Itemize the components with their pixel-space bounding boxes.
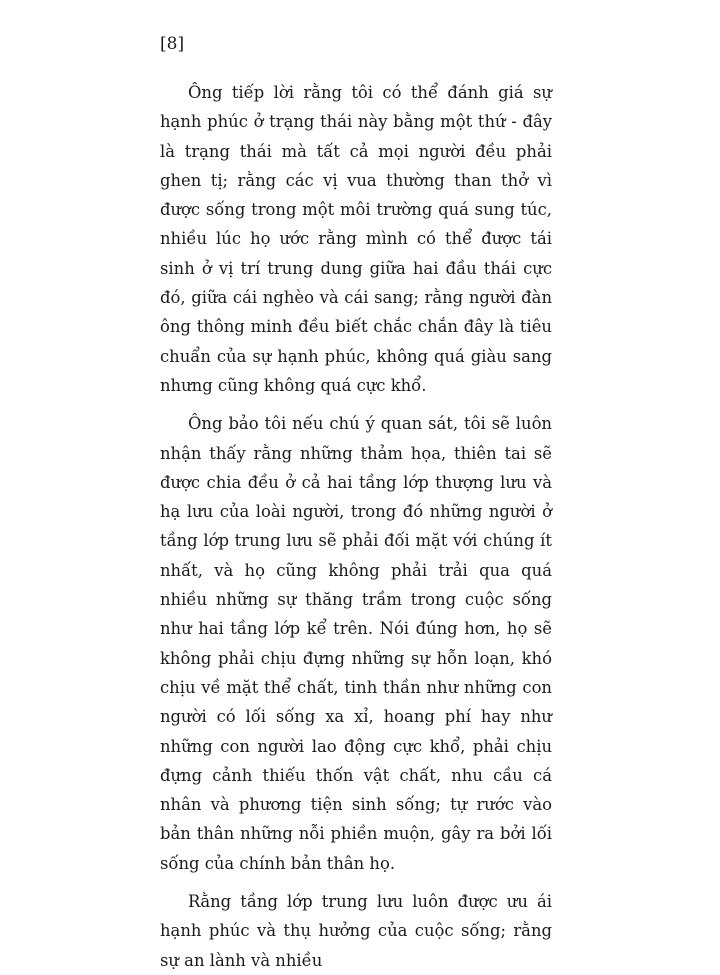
page-text xyxy=(160,78,552,975)
paragraph-1: Ông tiếp lời rằng tôi có thể đánh giá sự hạnh phúc ở trạng thái này bằng một thứ - đây là trạng thái mà tất cả mọi người đều phải ghen tị; rằng các vị vua thường than thở vì được sống trong một môi trường quá sung túc, nhiều lúc họ ước rằng mình có thể được tái sinh ở vị trí trung dung giữa hai đầu thái cực đó, giữa cái nghèo và cái sang; rằng người đàn ông thông minh đều biết chắc chắn đây là tiêu chuẩn của sự hạnh phúc, không quá giàu sang nhưng cũng không quá cực khổ. xyxy=(160,83,552,395)
paragraph-3: Rằng tầng lớp trung lưu luôn được ưu ái hạnh phúc và thụ hưởng của cuộc sống; rằng sự an lành và nhiều xyxy=(160,892,552,970)
page-number: [8] xyxy=(160,34,185,54)
paragraph-2: Ông bảo tôi nếu chú ý quan sát, tôi sẽ luôn nhận thấy rằng những thảm họa, thiên tai sẽ được chia đều ở cả hai tầng lớp thượng lưu và hạ lưu của loài người, trong đó những người ở tầng lớp trung lưu sẽ phải đối mặt với chúng ít nhất, và họ cũng không phải trải qua quá nhiều những sự thăng trầm trong cuộc sống như hai tầng lớp kể trên. Nói đúng hơn, họ sẽ không phải chịu đựng những sự hỗn loạn, khó chịu về mặt thể chất, tinh thần như những con người có lối sống xa xỉ, hoang phí hay như những con người lao động cực khổ, phải chịu đựng cảnh thiếu thốn vật chất, nhu cầu cá nhân và phương tiện sinh sống; tự rước vào bản thân những nỗi phiền muộn, gây ra bởi lối sống của chính bản thân họ. xyxy=(160,414,552,873)
